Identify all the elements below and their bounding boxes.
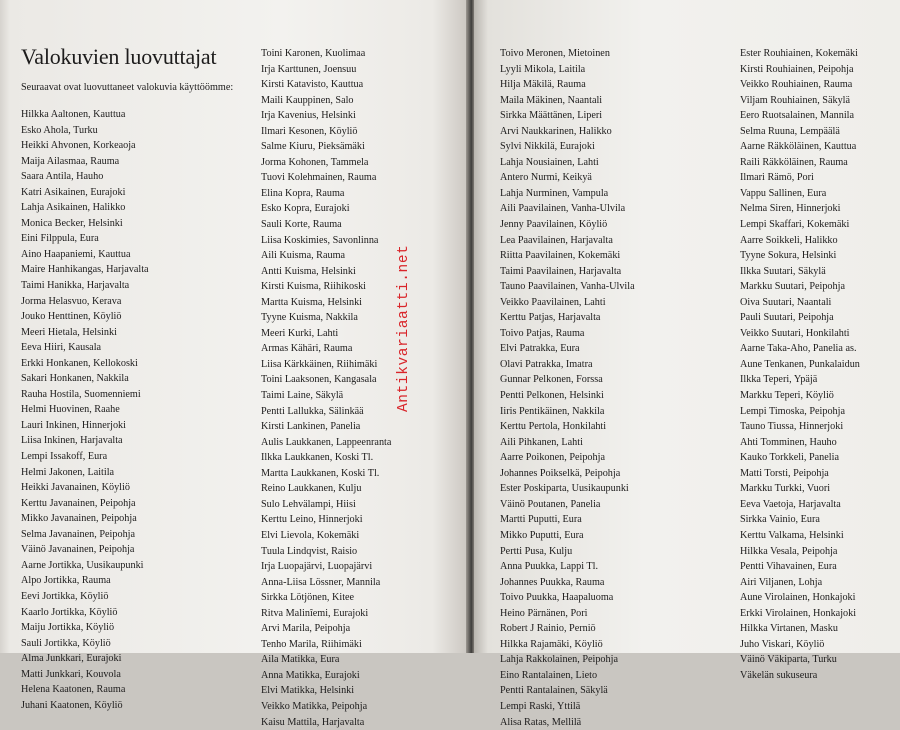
name-entry: Kerttu Valkama, Helsinki <box>740 529 844 541</box>
name-entry: Maili Kauppinen, Salo <box>261 94 354 106</box>
page-title: Valokuvien luovuttajat <box>21 44 217 69</box>
name-entry: Ilkka Suutari, Säkylä <box>740 265 826 277</box>
name-entry: Taimi Paavilainen, Harjavalta <box>500 265 622 277</box>
name-entry: Antti Kuisma, Helsinki <box>261 265 356 277</box>
name-entry: Heikki Ahvonen, Korkeaoja <box>21 140 136 152</box>
name-entry: Aarne Taka-Aho, Panelia as. <box>740 343 857 355</box>
name-entry: Gunnar Pelkonen, Forssa <box>500 374 603 386</box>
name-entry: Saara Antila, Hauho <box>21 171 104 183</box>
name-entry: Sauli Jortikka, Köyliö <box>21 637 111 649</box>
name-entry: Maiju Jortikka, Köyliö <box>21 622 115 634</box>
name-entry: Martta Laukkanen, Koski Tl. <box>261 467 380 479</box>
name-entry: Jorma Kohonen, Tammela <box>261 156 369 168</box>
name-entry: Kirsti Rouhiainen, Peipohja <box>740 63 854 75</box>
name-entry: Eeva Vaetoja, Harjavalta <box>740 498 841 510</box>
name-entry: Viljam Rouhiainen, Säkylä <box>740 94 851 106</box>
name-entry: Veikko Paavilainen, Lahti <box>500 296 606 308</box>
name-entry: Aili Pihkanen, Lahti <box>500 436 583 448</box>
name-entry: Airi Viljanen, Lohja <box>740 576 823 588</box>
name-entry: Elvi Matikka, Helsinki <box>261 685 355 697</box>
name-entry: Hilkka Vesala, Peipohja <box>740 545 838 557</box>
name-entry: Veikko Suutari, Honkilahti <box>740 327 850 339</box>
name-entry: Ilmari Kesonen, Köyliö <box>261 125 358 137</box>
name-entry: Helmi Jakonen, Laitila <box>21 466 115 478</box>
name-entry: Toivo Puukka, Haapaluoma <box>500 592 614 604</box>
name-entry: Aarne Jortikka, Uusikaupunki <box>21 559 144 571</box>
name-entry: Toivo Meronen, Mietoinen <box>500 48 610 59</box>
name-entry: Taimi Hanikka, Harjavalta <box>21 280 130 292</box>
name-entry: Alma Junkkari, Eurajoki <box>21 653 122 665</box>
name-entry: Esko Ahola, Turku <box>21 124 98 136</box>
name-entry: Iiris Pentikäinen, Nakkila <box>500 405 605 417</box>
name-entry: Kerttu Patjas, Harjavalta <box>500 312 601 324</box>
name-entry: Aino Haapaniemi, Kauttua <box>21 248 131 260</box>
name-entry: Markku Suutari, Peipohja <box>740 281 845 293</box>
name-entry: Kerttu Leino, Hinnerjoki <box>261 514 363 526</box>
name-entry: Arvi Naukkarinen, Halikko <box>500 125 612 137</box>
name-entry: Ester Rouhiainen, Kokemäki <box>740 48 858 59</box>
name-entry: Reino Laukkanen, Kulju <box>261 483 362 495</box>
name-entry: Hilkka Aaltonen, Kauttua <box>21 109 126 120</box>
name-entry: Johannes Puukka, Rauma <box>500 576 605 588</box>
name-entry: Mikko Javanainen, Peipohja <box>21 513 137 525</box>
name-entry: Kauko Torkkeli, Panelia <box>740 452 839 464</box>
name-entry: Sirkka Lötjönen, Kitee <box>261 592 355 604</box>
name-column-2 <box>261 46 391 730</box>
name-entry: Markku Teperi, Köyliö <box>740 390 834 402</box>
name-entry: Helmi Huovinen, Raahe <box>21 404 120 416</box>
name-entry: Lahja Nousiainen, Lahti <box>500 156 599 168</box>
name-entry: Pentti Pelkonen, Helsinki <box>500 390 604 402</box>
name-entry: Eini Filppula, Eura <box>21 233 99 245</box>
name-entry: Heino Pärnänen, Pori <box>500 607 588 619</box>
name-entry: Lahja Asikainen, Halikko <box>21 202 126 214</box>
name-entry: Anna Puukka, Lappi Tl. <box>500 561 598 573</box>
name-entry: Sauli Korte, Rauma <box>261 219 342 231</box>
name-entry: Elvi Lievola, Kokemäki <box>261 529 360 541</box>
name-entry: Juho Viskari, Köyliö <box>740 638 825 650</box>
name-entry: Aune Virolainen, Honkajoki <box>740 592 856 604</box>
name-entry: Matti Junkkari, Kouvola <box>21 668 121 680</box>
name-entry: Salme Kiuru, Pieksämäki <box>261 141 365 153</box>
name-entry: Kerttu Pertola, Honkilahti <box>500 421 607 433</box>
name-entry: Taimi Laine, Säkylä <box>261 390 344 402</box>
name-entry: Ilmari Rämö, Pori <box>740 172 814 184</box>
name-entry: Veikko Matikka, Peipohja <box>261 700 368 712</box>
name-entry: Toini Laaksonen, Kangasala <box>261 374 377 386</box>
name-entry: Aarre Poikonen, Peipohja <box>500 452 605 464</box>
name-entry: Erkki Honkanen, Kellokoski <box>21 357 138 369</box>
name-entry: Raili Räkköläinen, Rauma <box>740 156 848 168</box>
name-entry: Olavi Patrakka, Imatra <box>500 358 593 370</box>
name-entry: Antero Nurmi, Keikyä <box>500 172 592 184</box>
name-entry: Toivo Patjas, Rauma <box>500 327 585 339</box>
name-entry: Pauli Suutari, Peipohja <box>740 312 834 324</box>
name-entry: Ritva Malinîemi, Eurajoki <box>261 607 369 619</box>
name-entry: Pentti Lallukka, Sälinkää <box>261 405 364 417</box>
name-entry: Pertti Pusa, Kulju <box>500 545 573 557</box>
name-entry: Katri Asikainen, Eurajoki <box>21 186 126 198</box>
name-entry: Sirkka Vainio, Eura <box>740 514 820 526</box>
watermark-text: Antikvariaatti.net <box>396 244 412 412</box>
name-entry: Maire Hanhikangas, Harjavalta <box>21 264 149 276</box>
name-entry: Jorma Helasvuo, Kerava <box>21 295 122 307</box>
name-entry: Eero Ruotsalainen, Mannila <box>740 110 855 122</box>
name-entry: Lyyli Mikola, Laitila <box>500 63 586 75</box>
name-entry: Irja Kavenius, Helsinki <box>261 110 356 122</box>
name-entry: Oiva Suutari, Naantali <box>740 296 832 308</box>
name-entry: Hilja Mäkilä, Rauma <box>500 79 586 91</box>
name-entry: Ilkka Laukkanen, Koski Tl. <box>261 452 374 464</box>
name-entry: Nelma Siren, Hinnerjoki <box>740 203 841 215</box>
name-entry: Kirsti Kuisma, Riihikoski <box>261 281 366 293</box>
name-entry: Irja Luopajärvi, Luopajärvi <box>261 561 373 573</box>
name-entry: Alisa Ratas, Mellilä <box>500 716 582 728</box>
name-entry: Maija Ailasmaa, Rauma <box>21 155 120 167</box>
name-entry: Liisa Koskimies, Savonlinna <box>261 234 379 246</box>
name-entry: Esko Kopra, Eurajoki <box>261 203 350 215</box>
name-entry: Ilkka Teperi, Ypäjä <box>740 374 818 386</box>
name-entry: Pentti Vihavainen, Eura <box>740 561 837 573</box>
name-entry: Helena Kaatonen, Rauma <box>21 684 126 696</box>
name-entry: Anna-Liisa Lössner, Mannila <box>261 576 381 588</box>
name-column-1 <box>21 107 149 713</box>
name-entry: Kaisu Mattila, Harjavalta <box>261 716 365 728</box>
name-entry: Riitta Paavilainen, Kokemäki <box>500 250 621 262</box>
name-entry: Kaarlo Jortikka, Köyliö <box>21 606 118 618</box>
name-entry: Aila Matikka, Eura <box>261 654 340 666</box>
name-entry: Tauno Tiussa, Hinnerjoki <box>740 421 844 433</box>
name-entry: Lauri Inkinen, Hinnerjoki <box>21 419 126 431</box>
name-entry: Ester Poskiparta, Uusikaupunki <box>500 483 629 495</box>
name-entry: Sirkka Määttänen, Liperi <box>500 110 603 122</box>
name-entry: Meeri Kurki, Lahti <box>261 327 339 339</box>
name-entry: Tyyne Sokura, Helsinki <box>740 250 837 262</box>
name-column-4 <box>740 46 860 683</box>
name-entry: Maila Mäkinen, Naantali <box>500 94 603 106</box>
name-entry: Pentti Rantalainen, Säkylä <box>500 685 608 697</box>
name-entry: Aarre Soikkeli, Halikko <box>740 234 838 246</box>
name-column-3 <box>500 46 635 730</box>
name-entry: Juhani Kaatonen, Köyliö <box>21 699 123 711</box>
name-entry: Johannes Poikselkä, Peipohja <box>500 467 621 479</box>
name-entry: Lempi Raski, Yttilä <box>500 700 581 712</box>
name-entry: Erkki Virolainen, Honkajoki <box>740 607 857 619</box>
name-entry: Eevi Jortikka, Köyliö <box>21 590 109 602</box>
name-entry: Jouko Henttinen, Köyliö <box>21 311 122 323</box>
name-entry: Martti Puputti, Eura <box>500 514 582 526</box>
name-entry: Robert J Rainio, Perniö <box>500 623 596 635</box>
name-entry: Lempi Skaffari, Kokemäki <box>740 219 850 231</box>
name-entry: Tuula Lindqvist, Raisio <box>261 545 358 557</box>
name-entry: Toini Karonen, Kuolimaa <box>261 48 366 59</box>
name-entry: Tyyne Kuisma, Nakkila <box>261 312 358 324</box>
name-entry: Aulis Laukkanen, Lappeenranta <box>261 436 392 448</box>
name-entry: Sylvi Nikkilä, Eurajoki <box>500 141 595 153</box>
name-entry: Sulo Lehvälampi, Hiisi <box>261 498 356 510</box>
name-entry: Armas Kähäri, Rauma <box>261 343 353 355</box>
name-entry: Lahja Rakkolainen, Peipohja <box>500 654 618 666</box>
name-entry: Ahti Tomminen, Hauho <box>740 436 837 448</box>
name-entry: Kerttu Javanainen, Peipohja <box>21 497 136 509</box>
name-entry: Meeri Hietala, Helsinki <box>21 326 117 338</box>
name-entry: Tauno Paavilainen, Vanha-Ulvila <box>500 281 635 293</box>
name-entry: Väinö Väkiparta, Turku <box>740 654 837 666</box>
name-entry: Elina Kopra, Rauma <box>261 187 345 199</box>
name-entry: Hilkka Rajamäki, Köyliö <box>500 638 603 650</box>
intro-text: Seuraavat ovat luovuttaneet valokuvia käyttöömme: <box>21 82 234 93</box>
name-entry: Irja Karttunen, Joensuu <box>261 63 357 75</box>
name-entry: Hilkka Virtanen, Masku <box>740 623 838 635</box>
name-entry: Heikki Javanainen, Köyliö <box>21 482 130 494</box>
right-page <box>474 0 900 728</box>
name-entry: Tenho Marila, Riihimäki <box>261 638 362 650</box>
name-entry: Martta Kuisma, Helsinki <box>261 296 363 308</box>
name-entry: Tuovi Kolehmainen, Rauma <box>261 172 377 184</box>
name-entry: Lea Paavilainen, Harjavalta <box>500 234 613 246</box>
name-entry: Lempi Timoska, Peipohja <box>740 405 845 417</box>
name-entry: Veikko Rouhiainen, Rauma <box>740 79 853 91</box>
name-entry: Markku Turkki, Vuori <box>740 483 831 495</box>
name-entry: Anna Matikka, Eurajoki <box>261 669 360 681</box>
name-entry: Jenny Paavilainen, Köyliö <box>500 219 608 231</box>
name-entry: Väinö Javanainen, Peipohja <box>21 544 135 556</box>
name-entry: Kirsti Lankinen, Panelia <box>261 421 361 433</box>
name-entry: Liisa Inkinen, Harjavalta <box>21 435 123 447</box>
name-entry: Aili Paavilainen, Vanha-Ulvila <box>500 203 626 215</box>
name-entry: Aune Tenkanen, Punkalaidun <box>740 358 860 370</box>
name-entry: Aarne Räkköläinen, Kauttua <box>740 141 857 153</box>
name-entry: Kirsti Katavisto, Kauttua <box>261 79 364 91</box>
name-entry: Eino Rantalainen, Lieto <box>500 669 598 681</box>
name-entry: Liisa Kärkkäinen, Riihimäki <box>261 358 378 370</box>
name-entry: Arvi Marila, Peipohja <box>261 623 351 635</box>
name-entry: Rauha Hostila, Suomenniemi <box>21 388 141 400</box>
name-entry: Sakari Honkanen, Nakkila <box>21 373 129 385</box>
name-entry: Matti Torsti, Peipohja <box>740 467 829 479</box>
name-entry: Väkelän sukuseura <box>740 669 818 681</box>
name-entry: Mikko Puputti, Eura <box>500 529 584 541</box>
name-entry: Eeva Hiiri, Kausala <box>21 342 102 354</box>
name-entry: Lempi Issakoff, Eura <box>21 451 108 463</box>
name-entry: Aili Kuisma, Rauma <box>261 250 346 262</box>
name-entry: Elvi Patrakka, Eura <box>500 343 580 355</box>
name-entry: Vappu Sallinen, Eura <box>740 187 827 199</box>
name-entry: Alpo Jortikka, Rauma <box>21 575 111 587</box>
name-entry: Selma Javanainen, Peipohja <box>21 528 136 540</box>
name-entry: Lahja Nurminen, Vampula <box>500 187 609 199</box>
name-entry: Selma Ruuna, Lempäälä <box>740 125 840 137</box>
name-entry: Väinö Poutanen, Panelia <box>500 498 601 510</box>
name-entry: Monica Becker, Helsinki <box>21 217 123 229</box>
